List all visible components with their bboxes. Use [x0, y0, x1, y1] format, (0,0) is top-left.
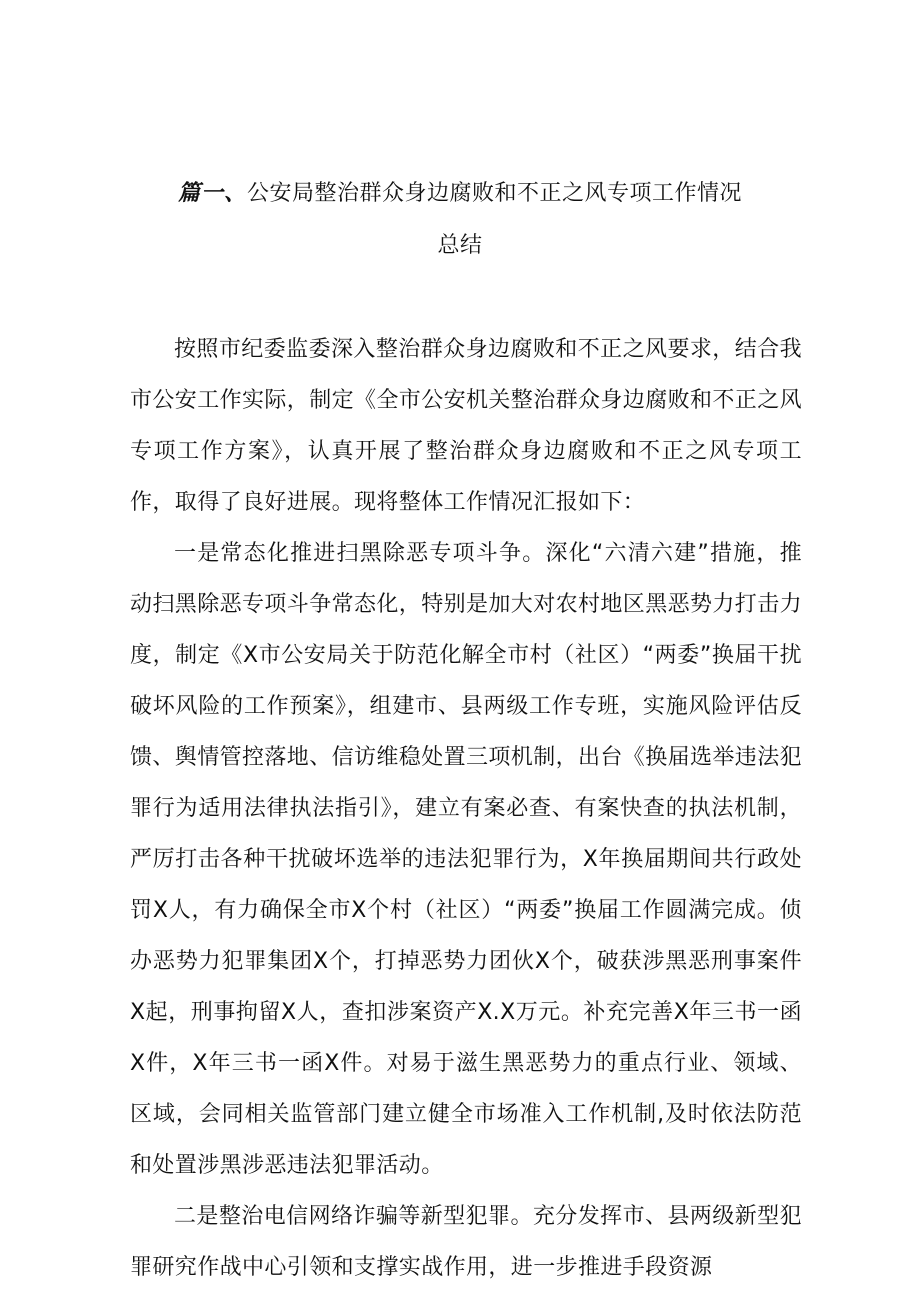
- title-main: 公安局整治群众身边腐败和不正之风专项工作情况: [247, 181, 743, 206]
- paragraph-intro: 按照市纪委监委深入整治群众身边腐败和不正之风要求，结合我市公安工作实际，制定《全市公安机关整治群众身边腐败和不正之风专项工作方案》，认真开展了整治群众身边腐败和不正之风专项工作，取得了良好进展。现将整体工作情况汇报如下：: [130, 337, 803, 515]
- paragraph-section-2: 二是整治电信网络诈骗等新型犯罪。充分发挥市、县两级新型犯罪研究作战中心引领和支撑实战作用，进一步推进手段资源: [130, 1204, 802, 1280]
- paragraph-section-1: 一是常态化推进扫黑除恶专项斗争。深化“六清六建”措施，推动扫黑除恶专项斗争常态化，特别是加大对农村地区黑恶势力打击力度，制定《X市公安局关于防范化解全市村（社区）“两委”换届干扰破坏风险的工作预案》，组建市、县两级工作专班，实施风险评估反馈、舆情管控落地、信访维稳处置三项机制，出台《换届选举违法犯罪行为适用法律执法指引》，建立有案必查、有案快查的执法机制，严厉打击各种干扰破坏选举的违法犯罪行为，X年换届期间共行政处罚X人，有力确保全市X个村（社区）“两委”换届工作圆满完成。侦办恶势力犯罪集团X个，打掉恶势力团伙X个，破获涉黑恶刑事案件X起，刑事拘留X人，查扣涉案资产X.X万元。补充完善X年三书一函X件，X年三书一函X件。对易于滋生黑恶势力的重点行业、领域、区域，会同相关监管部门建立健全市场准入工作机制,及时依法防范和处置涉黑涉恶违法犯罪活动。: [130, 541, 803, 1178]
- document-title: [0, 168, 920, 272]
- title-line-1: [0, 168, 920, 220]
- title-line-2: 总结: [437, 233, 483, 258]
- document-body: [130, 324, 802, 1293]
- title-prefix: 篇一、: [177, 181, 247, 206]
